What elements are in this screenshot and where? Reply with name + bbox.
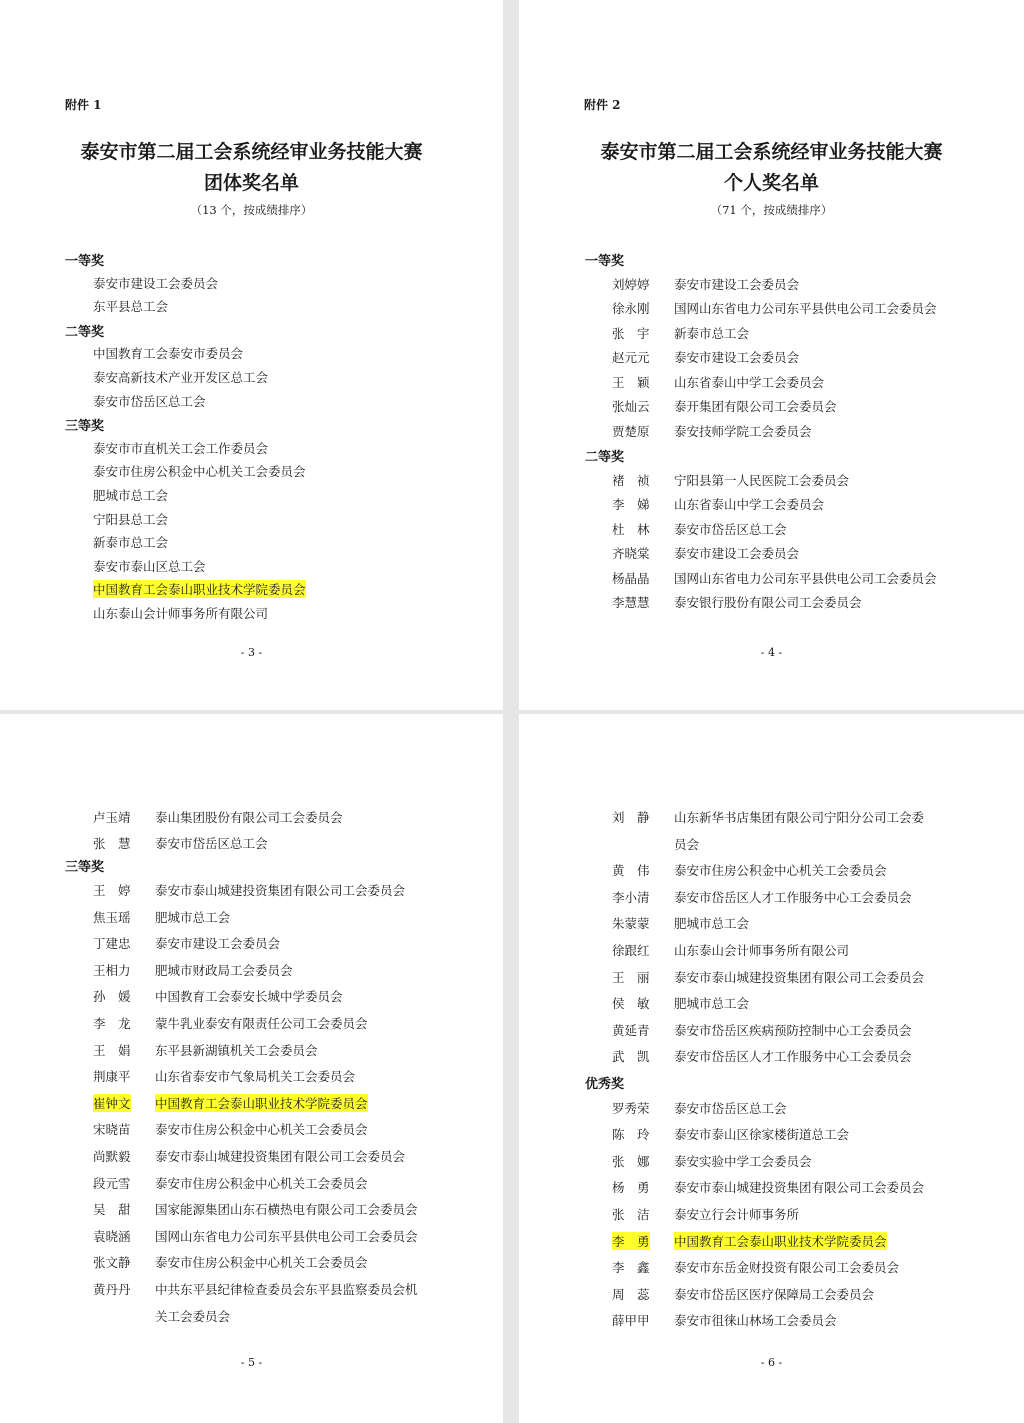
winner-unit: 泰安市住房公积金中心机关工会委员会 — [674, 863, 887, 879]
winner-unit: 泰安市岱岳区总工会 — [155, 835, 268, 851]
count-note: （71 个，按成绩排序） — [710, 203, 833, 217]
winner-name: 贾楚原 — [612, 423, 650, 439]
winner-name: 杨晶晶 — [612, 570, 650, 586]
winner-name: 黄延青 — [612, 1022, 650, 1038]
winner-unit-continued: 员会 — [674, 836, 700, 852]
winner-name: 孙 媛 — [93, 989, 131, 1005]
winner-unit: 中国教育工会泰山职业技术学院委员会 — [674, 1233, 887, 1249]
winner-unit: 泰安立行会计师事务所 — [674, 1206, 800, 1222]
winner-name: 焦玉瑶 — [93, 909, 131, 925]
winner-name: 张 洁 — [612, 1206, 650, 1222]
winner-name: 李 鑫 — [612, 1260, 650, 1276]
document-page-6 — [519, 714, 1024, 1423]
winner-name: 黄丹丹 — [93, 1282, 131, 1297]
award-category-heading: 二等奖 — [65, 324, 105, 340]
winner-name: 薛甲甲 — [612, 1313, 650, 1329]
winner-name: 王 丽 — [612, 969, 650, 985]
award-category-heading: 一等奖 — [585, 254, 625, 269]
winner-name: 徐永刚 — [612, 301, 650, 316]
winner-unit: 泰安市泰山城建投资集团有限公司工会委员会 — [674, 969, 925, 985]
winner-unit: 新泰市总工会 — [674, 325, 750, 341]
winner-unit: 肥城市总工会 — [674, 996, 750, 1012]
count-note: （13 个，按成绩排序） — [190, 203, 313, 217]
winner-unit: 蒙牛乳业泰安有限责任公司工会委员会 — [155, 1016, 368, 1031]
document-title: 泰安市第二届工会系统经审业务技能大赛 — [600, 141, 943, 163]
winner-name: 丁建忠 — [93, 936, 131, 952]
winner-unit: 泰安市泰山城建投资集团有限公司工会委员会 — [155, 883, 406, 898]
winner-unit: 泰安市岱岳区总工会 — [674, 521, 787, 537]
page-number: - 4 - — [760, 646, 783, 659]
winner-unit: 泰安市岱岳区疾病预防控制中心工会委员会 — [674, 1022, 912, 1038]
winner-unit: 泰安市建设工会委员会 — [674, 276, 800, 292]
winner-name: 尚默毅 — [93, 1149, 131, 1164]
winner-name: 赵元元 — [612, 350, 650, 365]
winner-unit: 泰安市建设工会委员会 — [674, 350, 800, 365]
winner-unit: 中国教育工会泰山职业技术学院委员会 — [155, 1095, 368, 1111]
winner-unit: 泰安市岱岳区人才工作服务中心工会委员会 — [674, 889, 912, 905]
winner-name: 崔钟文 — [93, 1095, 131, 1111]
winner-unit: 中国教育工会泰安长城中学委员会 — [155, 989, 343, 1005]
document-title: 泰安市第二届工会系统经审业务技能大赛 — [80, 141, 423, 163]
winner-name: 褚 祯 — [612, 472, 650, 488]
attachment-label: 附件 1 — [65, 98, 102, 112]
winner-unit: 泰安市住房公积金中心机关工会委员会 — [155, 1175, 368, 1191]
document-subtitle-title: 个人奖名单 — [723, 172, 819, 194]
winner-unit: 泰安市建设工会委员会 — [155, 936, 281, 952]
winner-unit: 肥城市总工会 — [674, 916, 750, 932]
winner-name: 杜 林 — [612, 521, 650, 537]
winner-name: 齐晓棠 — [612, 546, 650, 561]
winner-name: 袁晓涵 — [93, 1228, 131, 1244]
winner-unit: 山东省泰山中学工会委员会 — [674, 374, 825, 390]
award-category-heading: 优秀奖 — [585, 1077, 625, 1092]
document-page-3 — [0, 0, 503, 710]
winner-unit: 泰安市住房公积金中心机关工会委员会 — [155, 1122, 368, 1138]
winner-unit: 泰安市岱岳区人才工作服务中心工会委员会 — [674, 1049, 912, 1065]
winner-name: 周 蕊 — [612, 1286, 650, 1302]
winner-name: 吴 甜 — [93, 1202, 131, 1218]
winner-name: 杨 勇 — [612, 1180, 650, 1196]
winner-name: 张 慧 — [93, 835, 131, 851]
winner-unit: 泰安市徂徕山林场工会委员会 — [674, 1313, 837, 1329]
winner-unit: 国网山东省电力公司东平县供电公司工会委员会 — [155, 1228, 418, 1244]
winner-unit: 泰安市泰山城建投资集团有限公司工会委员会 — [674, 1180, 925, 1196]
award-category-heading: 三等奖 — [65, 419, 105, 435]
winner-name: 王 婷 — [93, 883, 131, 898]
team-list-item: 泰安市市直机关工会工作委员会 — [93, 440, 269, 456]
award-category-heading: 二等奖 — [585, 450, 625, 465]
winner-name: 侯 敏 — [612, 996, 650, 1012]
winner-name: 段元雪 — [93, 1175, 131, 1191]
winner-name: 张 宇 — [612, 325, 650, 341]
attachment-label: 附件 2 — [584, 98, 621, 112]
winner-unit: 山东新华书店集团有限公司宁阳分公司工会委 — [674, 810, 925, 825]
winner-unit: 山东泰山会计师事务所有限公司 — [674, 943, 850, 958]
winner-unit: 国网山东省电力公司东平县供电公司工会委员会 — [674, 570, 937, 586]
winner-name: 陈 玲 — [612, 1127, 650, 1143]
winner-unit-continued: 关工会委员会 — [155, 1308, 231, 1324]
winner-name: 王相力 — [93, 962, 131, 978]
page-number: - 5 - — [240, 1356, 263, 1369]
team-list-item: 山东泰山会计师事务所有限公司 — [93, 606, 269, 621]
document-subtitle-title: 团体奖名单 — [203, 172, 299, 194]
winner-unit: 东平县新湖镇机关工会委员会 — [155, 1042, 318, 1058]
winner-unit: 肥城市财政局工会委员会 — [155, 962, 293, 978]
winner-name: 张文静 — [93, 1255, 131, 1271]
team-list-item: 泰安高新技术产业开发区总工会 — [93, 370, 269, 385]
winner-unit: 泰山集团股份有限公司工会委员会 — [155, 810, 343, 825]
document-page-5 — [0, 714, 503, 1423]
winner-name: 黄 伟 — [612, 863, 650, 879]
winner-unit: 泰安市泰山城建投资集团有限公司工会委员会 — [155, 1149, 406, 1164]
winner-name: 武 凯 — [612, 1049, 650, 1065]
award-category-heading: 三等奖 — [65, 860, 105, 875]
winner-unit: 泰安市岱岳区医疗保障局工会委员会 — [674, 1286, 875, 1302]
winner-name: 李 娣 — [612, 497, 650, 512]
winner-unit: 肥城市总工会 — [155, 909, 231, 925]
team-list-item: 新泰市总工会 — [93, 535, 169, 551]
winner-name: 王 娟 — [93, 1042, 131, 1058]
winner-name: 张灿云 — [612, 399, 650, 414]
winner-name: 卢玉靖 — [93, 810, 131, 825]
document-page-4 — [519, 0, 1024, 710]
team-list-item: 中国教育工会泰山职业技术学院委员会 — [93, 582, 306, 598]
team-list-item: 肥城市总工会 — [93, 488, 169, 503]
winner-unit: 泰安市岱岳区总工会 — [674, 1100, 787, 1116]
winner-unit: 泰安银行股份有限公司工会委员会 — [674, 595, 862, 610]
winner-unit: 山东省泰安市气象局机关工会委员会 — [155, 1069, 356, 1085]
team-list-item: 泰安市泰山区总工会 — [93, 558, 206, 574]
winner-name: 李 龙 — [93, 1016, 131, 1031]
winner-name: 荆康平 — [93, 1069, 131, 1085]
team-list-item: 中国教育工会泰安市委员会 — [93, 346, 244, 362]
winner-unit: 泰安市建设工会委员会 — [674, 546, 800, 561]
winner-name: 李 勇 — [612, 1233, 650, 1249]
winner-unit: 泰安实验中学工会委员会 — [674, 1153, 812, 1169]
winner-name: 刘 静 — [612, 810, 650, 825]
winner-name: 李慧慧 — [612, 595, 650, 610]
winner-name: 刘婷婷 — [612, 276, 650, 292]
team-list-item: 泰安市建设工会委员会 — [93, 275, 219, 291]
winner-name: 李小清 — [612, 889, 650, 905]
winner-unit: 国家能源集团山东石横热电有限公司工会委员会 — [155, 1202, 418, 1218]
page-number: - 6 - — [760, 1356, 783, 1369]
winner-unit: 中共东平县纪律检查委员会东平县监察委员会机 — [155, 1282, 418, 1297]
winner-name: 朱蒙蒙 — [612, 916, 650, 932]
winner-unit: 泰安市东岳金财投资有限公司工会委员会 — [674, 1260, 900, 1276]
winner-name: 徐跟红 — [612, 943, 650, 958]
winner-unit: 国网山东省电力公司东平县供电公司工会委员会 — [674, 301, 937, 316]
team-list-item: 泰安市住房公积金中心机关工会委员会 — [93, 464, 306, 480]
winner-unit: 泰安市泰山区徐家楼街道总工会 — [674, 1127, 850, 1143]
winner-unit: 宁阳县第一人民医院工会委员会 — [674, 472, 850, 488]
winner-unit: 山东省泰山中学工会委员会 — [674, 497, 825, 512]
winner-unit: 泰安技师学院工会委员会 — [674, 423, 812, 439]
winner-unit: 泰安市住房公积金中心机关工会委员会 — [155, 1255, 368, 1271]
winner-name: 张 娜 — [612, 1153, 650, 1169]
award-category-heading: 一等奖 — [65, 254, 105, 269]
team-list-item: 宁阳县总工会 — [93, 511, 169, 527]
winner-name: 罗秀荣 — [612, 1100, 650, 1116]
team-list-item: 东平县总工会 — [93, 299, 169, 315]
winner-name: 宋晓苗 — [93, 1122, 131, 1138]
winner-name: 王 颖 — [612, 374, 650, 390]
page-number: - 3 - — [240, 646, 263, 659]
winner-unit: 泰开集团有限公司工会委员会 — [674, 399, 837, 414]
team-list-item: 泰安市岱岳区总工会 — [93, 393, 206, 409]
